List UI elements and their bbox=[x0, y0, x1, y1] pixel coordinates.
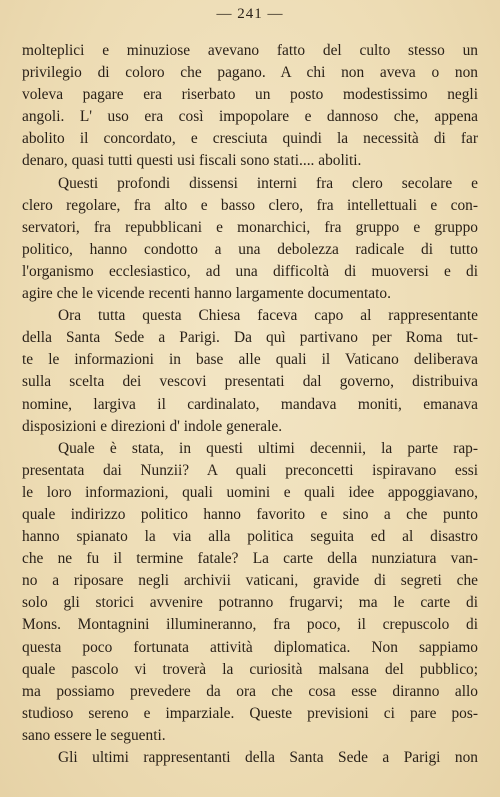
text-line: clero regolare, fra alto e basso clero, fra intellettuali e con- bbox=[22, 196, 478, 214]
text-line: disposizioni e direzioni d' indole generale. bbox=[22, 417, 283, 435]
text-line: quale pascolo vi troverà la curiosità malsana del pubblico; bbox=[22, 660, 478, 678]
paragraph bbox=[22, 305, 478, 438]
text-line: hanno spianato la via alla politica seguita ed al disastro bbox=[22, 528, 478, 546]
text-line: angoli. L' uso era così impopolare e dannoso che, appena bbox=[22, 108, 478, 126]
text-line: voleva pagare era riserbato un posto modestissimo negli bbox=[22, 86, 478, 104]
text-line: studioso sereno e imparziale. Queste previsioni ci pare pos- bbox=[22, 704, 478, 722]
paragraph bbox=[22, 173, 478, 306]
text-line: agire che le vicende recenti hanno largamente documentato. bbox=[22, 285, 391, 303]
text-line: sulla scelta dei vescovi presentati dal governo, distribuiva bbox=[22, 373, 478, 391]
text-line: te le informazioni in base alle quali il Vaticano deliberava bbox=[22, 351, 478, 369]
text-line: l'organismo ecclesiastico, ad una difficoltà di muoversi e di bbox=[22, 262, 478, 280]
text-line: le loro informazioni, quali uomini e quali idee appoggiavano, bbox=[22, 483, 478, 501]
text-line: solo gli storici avvenire potranno frugarvi; ma le carte di bbox=[22, 594, 478, 612]
text-line: Gli ultimi rappresentanti della Santa Sede a Parigi non bbox=[58, 749, 478, 766]
text-line: Quale è stata, in questi ultimi decennii, la parte rap- bbox=[58, 439, 478, 457]
text-line: quale indirizzo politico hanno favorito e sino a che punto bbox=[22, 505, 478, 523]
text-line: denaro, quasi tutti questi usi fiscali sono stati.... aboliti. bbox=[22, 152, 362, 170]
text-line: sano essere le seguenti. bbox=[22, 726, 166, 744]
text-line: Mons. Montagnini illumineranno, fra poco, il crepuscolo di bbox=[22, 616, 478, 634]
text-line: ma possiamo prevedere da ora che cosa esse diranno allo bbox=[22, 682, 478, 700]
text-line: presentata dai Nunzii? A quali preconcetti ispiravano essi bbox=[22, 461, 478, 479]
text-line: nomine, largiva il cardinalato, mandava moniti, emanava bbox=[22, 395, 478, 413]
text-line: Questi profondi dissensi interni fra clero secolare e bbox=[58, 174, 478, 192]
text-line: privilegio di coloro che pagano. A chi non aveva o non bbox=[22, 64, 478, 82]
text-line: questa poco fortunata attività diplomatica. Non sappiamo bbox=[22, 638, 478, 656]
text-line: della Santa Sede a Parigi. Da quì partivano per Roma tut- bbox=[22, 329, 478, 347]
text-line: politico, hanno condotto a una debolezza radicale di tutto bbox=[22, 240, 478, 258]
text-line: Ora tutta questa Chiesa faceva capo al rappresentante bbox=[58, 307, 478, 325]
text-line: abolito il concordato, e cresciuta quindi la necessità di far bbox=[22, 130, 478, 148]
paragraph bbox=[22, 40, 478, 173]
paragraph bbox=[22, 438, 478, 747]
text-line: servatori, fra repubblicani e monarchici, fra gruppo e gruppo bbox=[22, 218, 478, 236]
body-text bbox=[22, 40, 478, 769]
text-line: no a riposare negli archivii vaticani, gravide di segreti che bbox=[22, 572, 478, 590]
text-line: molteplici e minuziose avevano fatto del culto stesso un bbox=[22, 42, 478, 59]
page-number: — 241 — bbox=[216, 6, 284, 22]
text-line: che ne fu il termine fatale? La carte della nunziatura van- bbox=[22, 550, 478, 568]
paragraph bbox=[22, 747, 478, 769]
